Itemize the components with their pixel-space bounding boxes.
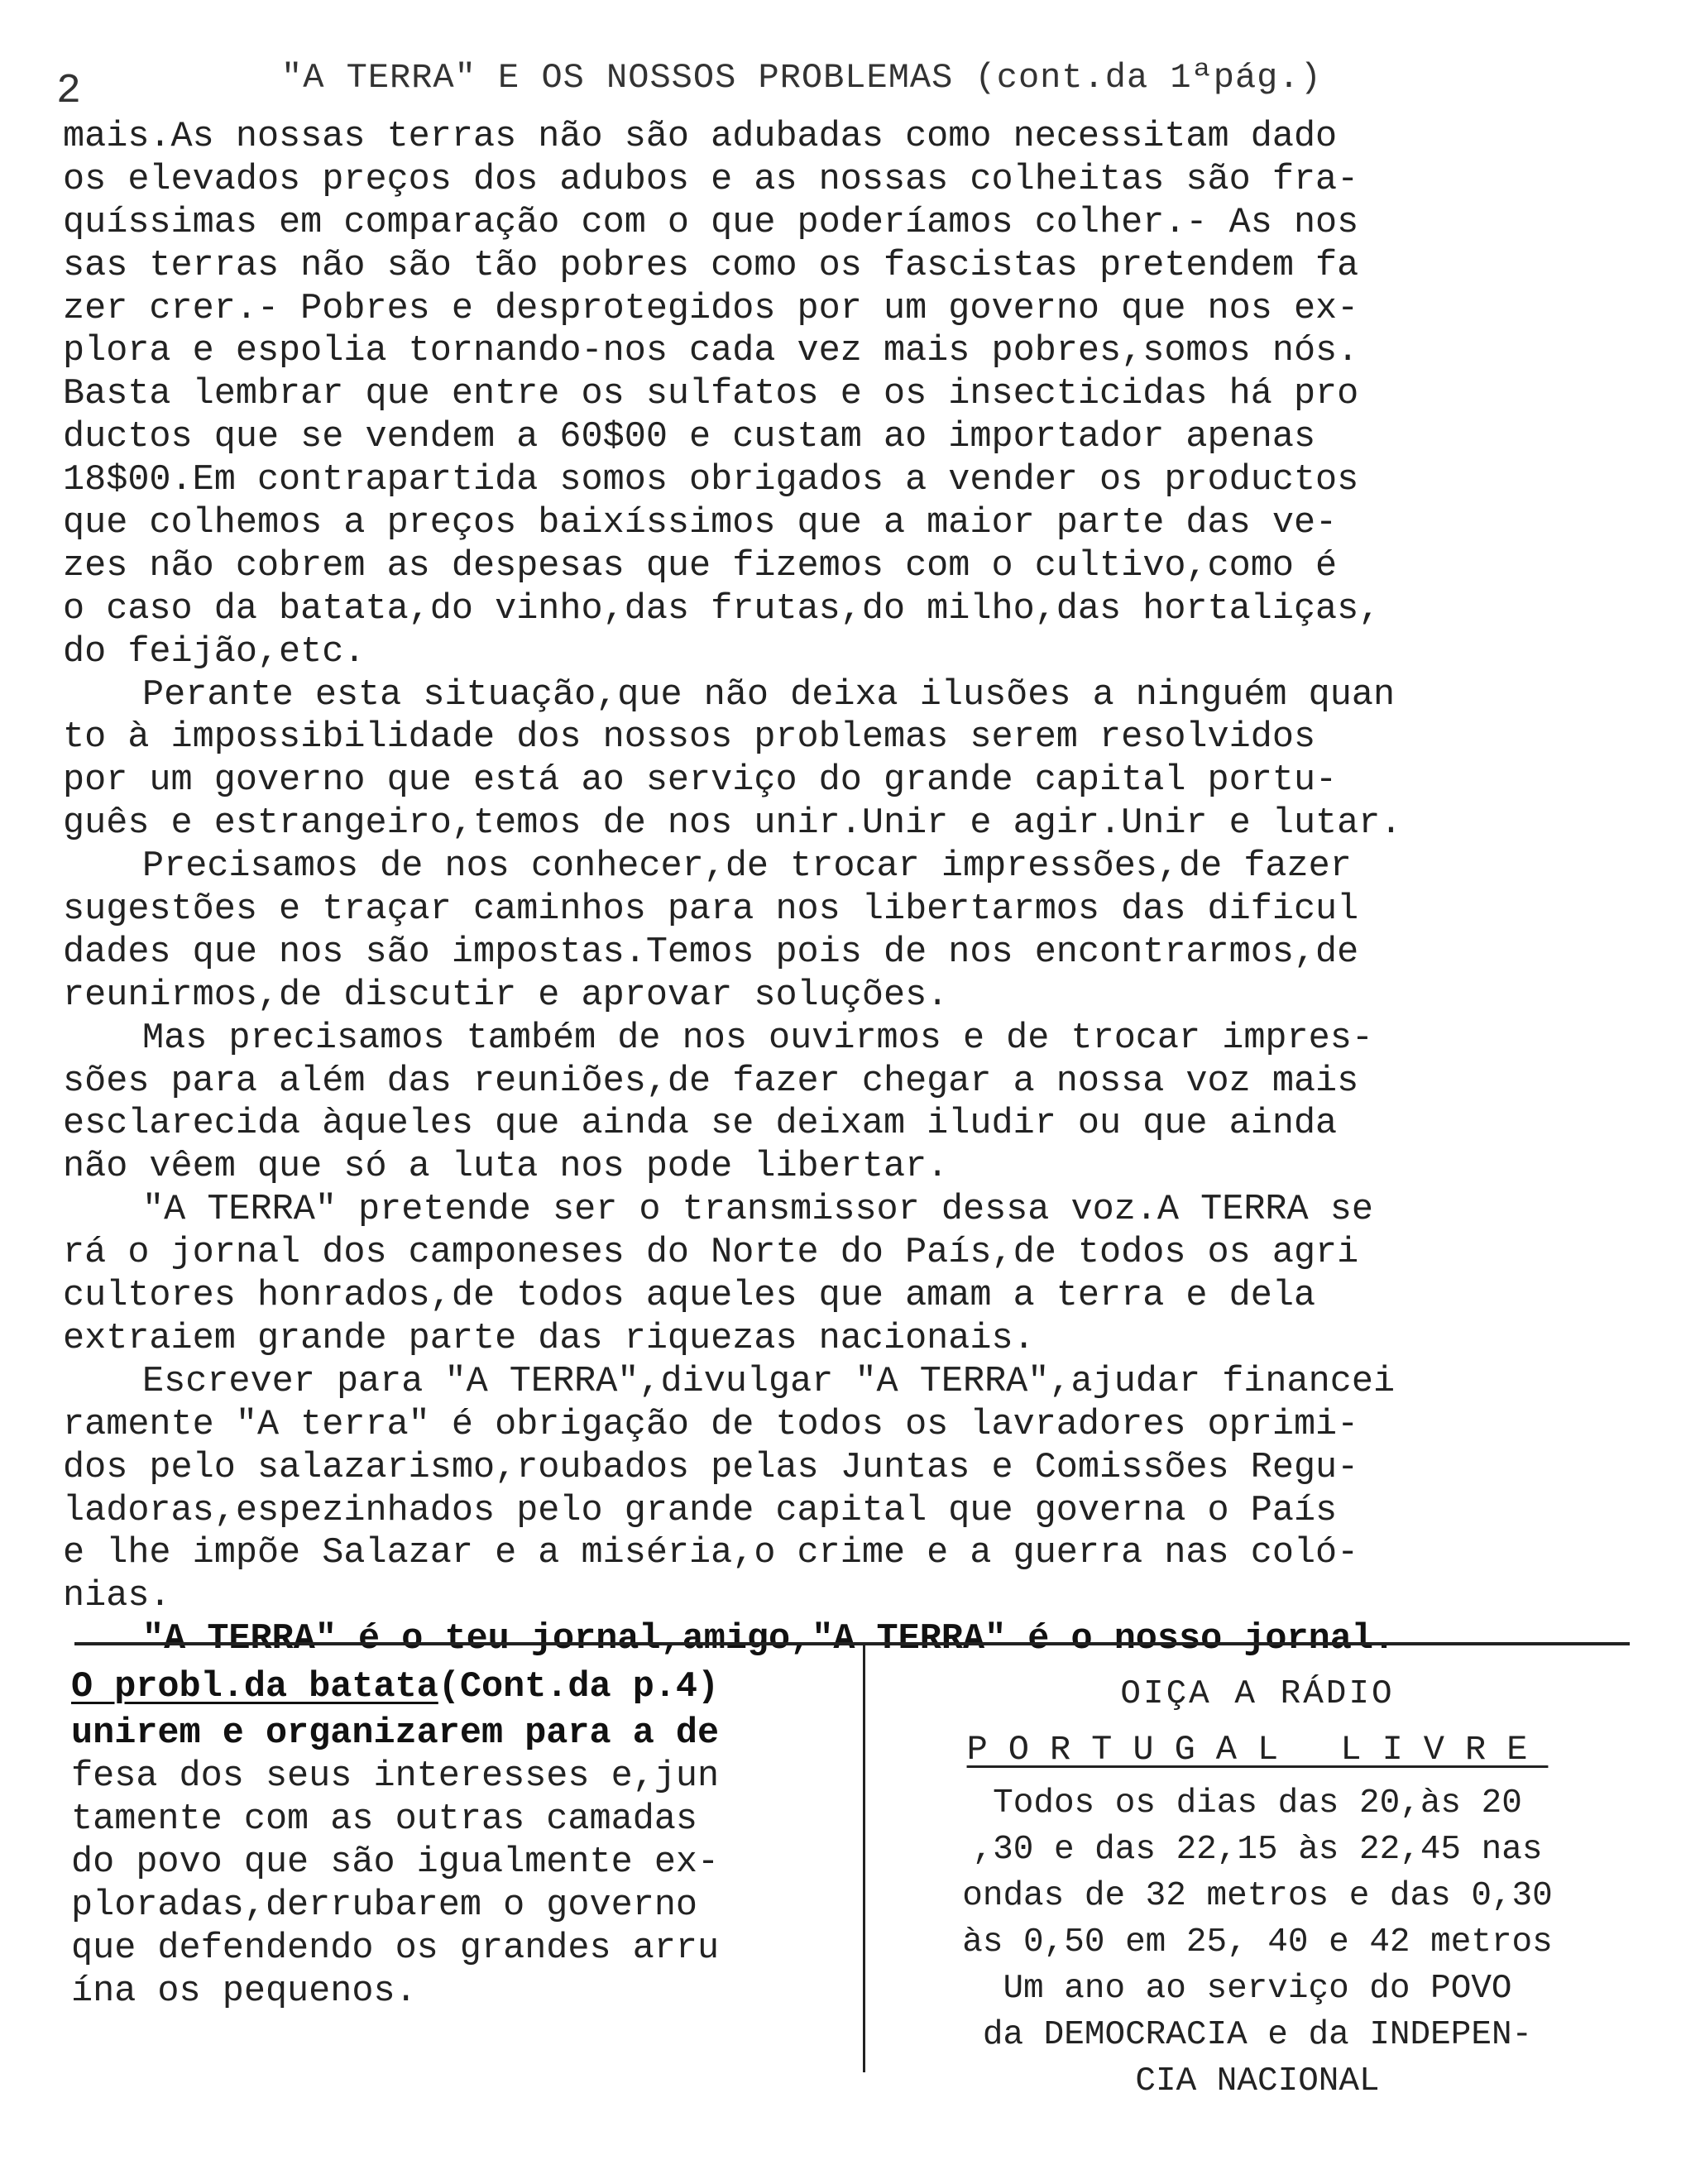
column-divider xyxy=(863,1642,865,2072)
potato-title-text: O probl.da batata xyxy=(71,1667,438,1707)
potato-article xyxy=(71,1663,849,2014)
article-line: reunirmos,de discutir e aprovar soluções. xyxy=(63,975,949,1016)
article-line: 18$00.Em contrapartida somos obrigados a vender os productos xyxy=(63,460,1359,501)
article-line: do feijão,etc. xyxy=(63,631,366,673)
article-line: não vêem que só a luta nos pode libertar. xyxy=(63,1147,949,1188)
article-line: e lhe impõe Salazar e a miséria,o crime e a guerra nas coló- xyxy=(63,1533,1359,1574)
potato-article-line: tamente com as outras camadas xyxy=(71,1799,698,1840)
horizontal-divider xyxy=(74,1642,1630,1645)
article-line: ramente "A terra" é obrigação de todos os lavradores oprimi- xyxy=(63,1404,1359,1445)
article-line: nias. xyxy=(63,1576,171,1617)
radio-schedule-line: ondas de 32 metros e das 0,30 xyxy=(962,1877,1553,1915)
article-line: rá o jornal dos camponeses do Norte do País,de todos os agri xyxy=(63,1233,1359,1274)
potato-article-line: ploradas,derrubarem o governo xyxy=(71,1885,698,1926)
radio-slogan-line: Um ano ao serviço do POVO xyxy=(1003,1970,1512,2008)
article-closing-line: "A TERRA" é o teu jornal,amigo,"A TERRA" é o nosso jornal. xyxy=(142,1619,1396,1660)
article-line: ladoras,espezinhados pelo grande capital que governa o País xyxy=(63,1490,1338,1531)
article-line: guês e estrangeiro,temos de nos unir.Unir e agir.Unir e lutar. xyxy=(63,803,1402,845)
article-line: Perante esta situação,que não deixa ilusões a ninguém quan xyxy=(142,674,1396,716)
potato-article-line: do povo que são igualmente ex- xyxy=(71,1842,720,1883)
article-line: sugestões e traçar caminhos para nos libertarmos das dificul xyxy=(63,889,1359,931)
potato-title-continuation: (Cont.da p.4) xyxy=(438,1667,720,1707)
article-line: cultores honrados,de todos aqueles que amam a terra e dela xyxy=(63,1276,1316,1317)
potato-article-line: que defendendo os grandes arru xyxy=(71,1928,720,1969)
article-line: Basta lembrar que entre os sulfatos e os insecticidas há pro xyxy=(63,374,1359,415)
article-line: Mas precisamos também de nos ouvirmos e de trocar impres- xyxy=(142,1018,1373,1059)
page-number: 2 xyxy=(56,68,82,115)
article-line: plora e espolia tornando-nos cada vez mais pobres,somos nós. xyxy=(63,331,1359,372)
article-line: extraiem grande parte das riquezas nacionais. xyxy=(63,1318,1035,1359)
radio-schedule-line: Todos os dias das 20,às 20 xyxy=(993,1784,1522,1822)
article-line: to à impossibilidade dos nossos problemas serem resolvidos xyxy=(63,717,1316,759)
article-line: zes não cobrem as despesas que fizemos com o cultivo,como é xyxy=(63,545,1338,587)
radio-announcement xyxy=(893,1669,1621,2105)
potato-article-line: fesa dos seus interesses e,jun xyxy=(71,1756,720,1797)
radio-schedule-line: ,30 e das 22,15 às 22,45 nas xyxy=(972,1831,1543,1869)
article-line: sões para além das reuniões,de fazer chegar a nossa voz mais xyxy=(63,1061,1359,1102)
article-line: por um governo que está ao serviço do grande capital portu- xyxy=(63,760,1338,802)
radio-station-name: PORTUGAL LIVRE xyxy=(966,1730,1549,1770)
article-line: zer crer.- Pobres e desprotegidos por um governo que nos ex- xyxy=(63,288,1359,329)
article-line: "A TERRA" pretende ser o transmissor dessa voz.A TERRA se xyxy=(142,1190,1373,1231)
article-line: mais.As nossas terras não são adubadas como necessitam dado xyxy=(63,117,1338,157)
article-line: dos pelo salazarismo,roubados pelas Juntas e Comissões Regu- xyxy=(63,1447,1359,1488)
article-line: ductos que se vendem a 60$00 e custam ao importador apenas xyxy=(63,417,1316,458)
article-line: Precisamos de nos conhecer,de trocar impressões,de fazer xyxy=(142,846,1352,888)
radio-slogan-line: da DEMOCRACIA e da INDEPEN- xyxy=(982,2016,1533,2054)
article-line: que colhemos a preços baixíssimos que a maior parte das ve- xyxy=(63,503,1338,544)
radio-slogan-line: CIA NACIONAL xyxy=(1135,2062,1380,2100)
main-article xyxy=(63,116,1618,1661)
article-line: quíssimas em comparação com o que poderíamos colher.- As nos xyxy=(63,202,1359,243)
radio-schedule-line: às 0,50 em 25, 40 e 42 metros xyxy=(962,1923,1553,1961)
article-line: sas terras não são tão pobres como os fascistas pretendem fa xyxy=(63,245,1359,286)
article-line: os elevados preços dos adubos e as nossas colheitas são fra- xyxy=(63,159,1359,200)
article-line: esclarecida àqueles que ainda se deixam iludir ou que ainda xyxy=(63,1104,1338,1145)
article-line: Escrever para "A TERRA",divulgar "A TERRA",ajudar financei xyxy=(142,1361,1396,1402)
potato-article-line: unirem e organizarem para a de xyxy=(71,1713,720,1754)
potato-article-line: ína os pequenos. xyxy=(71,1971,417,2012)
radio-intro: OIÇA A RÁDIO xyxy=(1120,1675,1395,1713)
running-header: "A TERRA" E OS NOSSOS PROBLEMAS (cont.da 1ªpág.) xyxy=(281,58,1322,98)
article-line: o caso da batata,do vinho,das frutas,do milho,das hortaliças, xyxy=(63,588,1381,630)
potato-article-title xyxy=(71,1663,849,1712)
article-line: dades que nos são impostas.Temos pois de nos encontrarmos,de xyxy=(63,932,1359,973)
